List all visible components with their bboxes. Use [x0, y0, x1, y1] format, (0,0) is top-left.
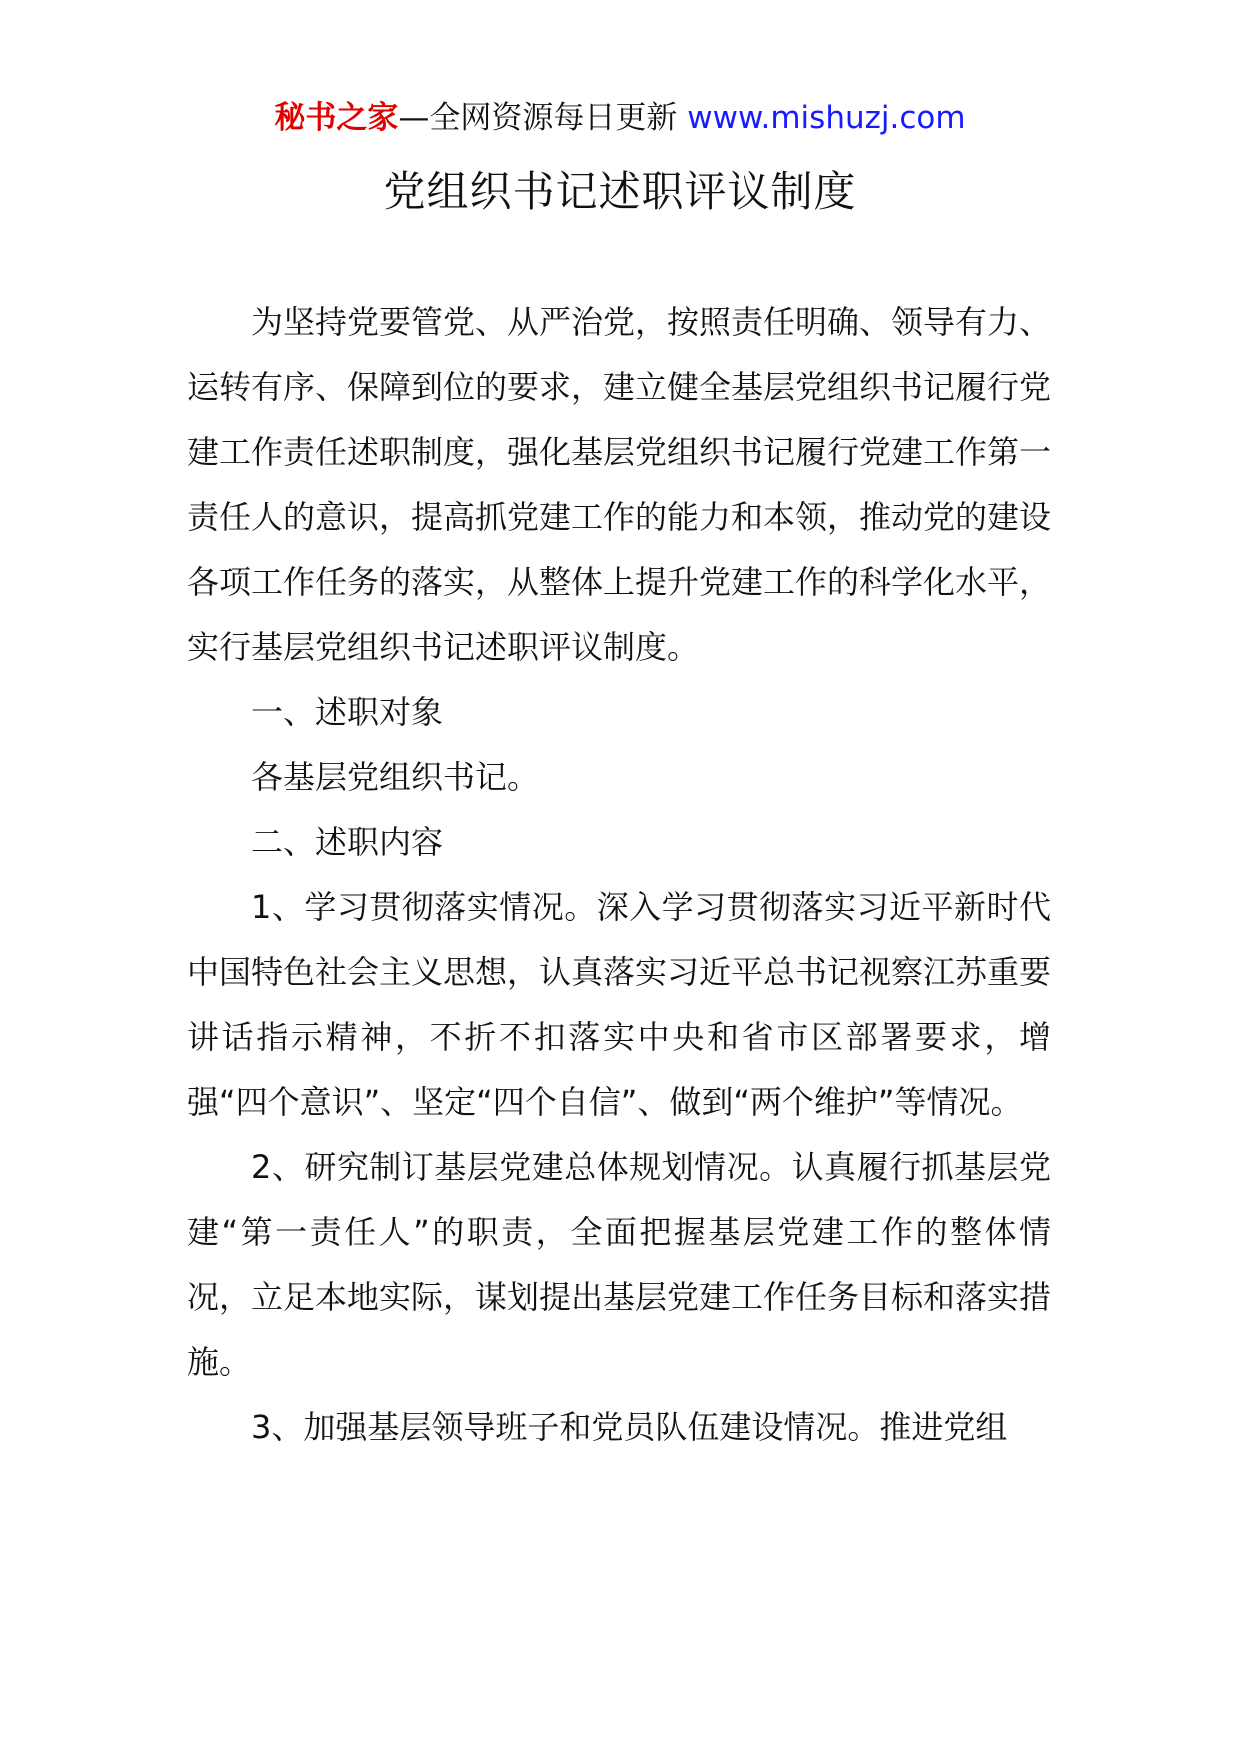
page-header [0, 96, 1240, 140]
header-slogan: —全网资源每日更新 [398, 100, 688, 136]
brand-name: 秘书之家 [274, 100, 399, 136]
section-1-paragraph: 各基层党组织书记。 [251, 758, 540, 796]
item-1-paragraph: 1、学习贯彻落实情况。深入学习贯彻落实习近平新时代中国特色社会主义思想，认真落实习近平总书记视察江苏重要讲话指示精神，不折不扣落实中央和省市区部署要求，增强“四个意识”、坚定“四个自信”、做到“两个维护”等情况。 [187, 888, 1052, 1121]
item-2-paragraph: 2、研究制订基层党建总体规划情况。认真履行抓基层党建“第一责任人”的职责，全面把握基层党建工作的整体情况，立足本地实际，谋划提出基层党建工作任务目标和落实措施。 [187, 1148, 1052, 1381]
section-heading-1: 一、述职对象 [251, 693, 444, 731]
section-heading-2: 二、述职内容 [251, 823, 444, 861]
website-link[interactable]: www.mishuzj.com [687, 100, 966, 136]
item-3-paragraph: 3、加强基层领导班子和党员队伍建设情况。推进党组 [251, 1408, 1008, 1446]
document-body [187, 290, 1051, 1460]
intro-paragraph: 为坚持党要管党、从严治党，按照责任明确、领导有力、运转有序、保障到位的要求，建立健全基层党组织书记履行党建工作责任述职制度，强化基层党组织书记履行党建工作第一责任人的意识，提高抓党建工作的能力和本领，推动党的建设各项工作任务的落实，从整体上提升党建工作的科学化水平，实行基层党组织书记述职评议制度。 [187, 303, 1052, 666]
document-title: 党组织书记述职评议制度 [383, 167, 857, 216]
